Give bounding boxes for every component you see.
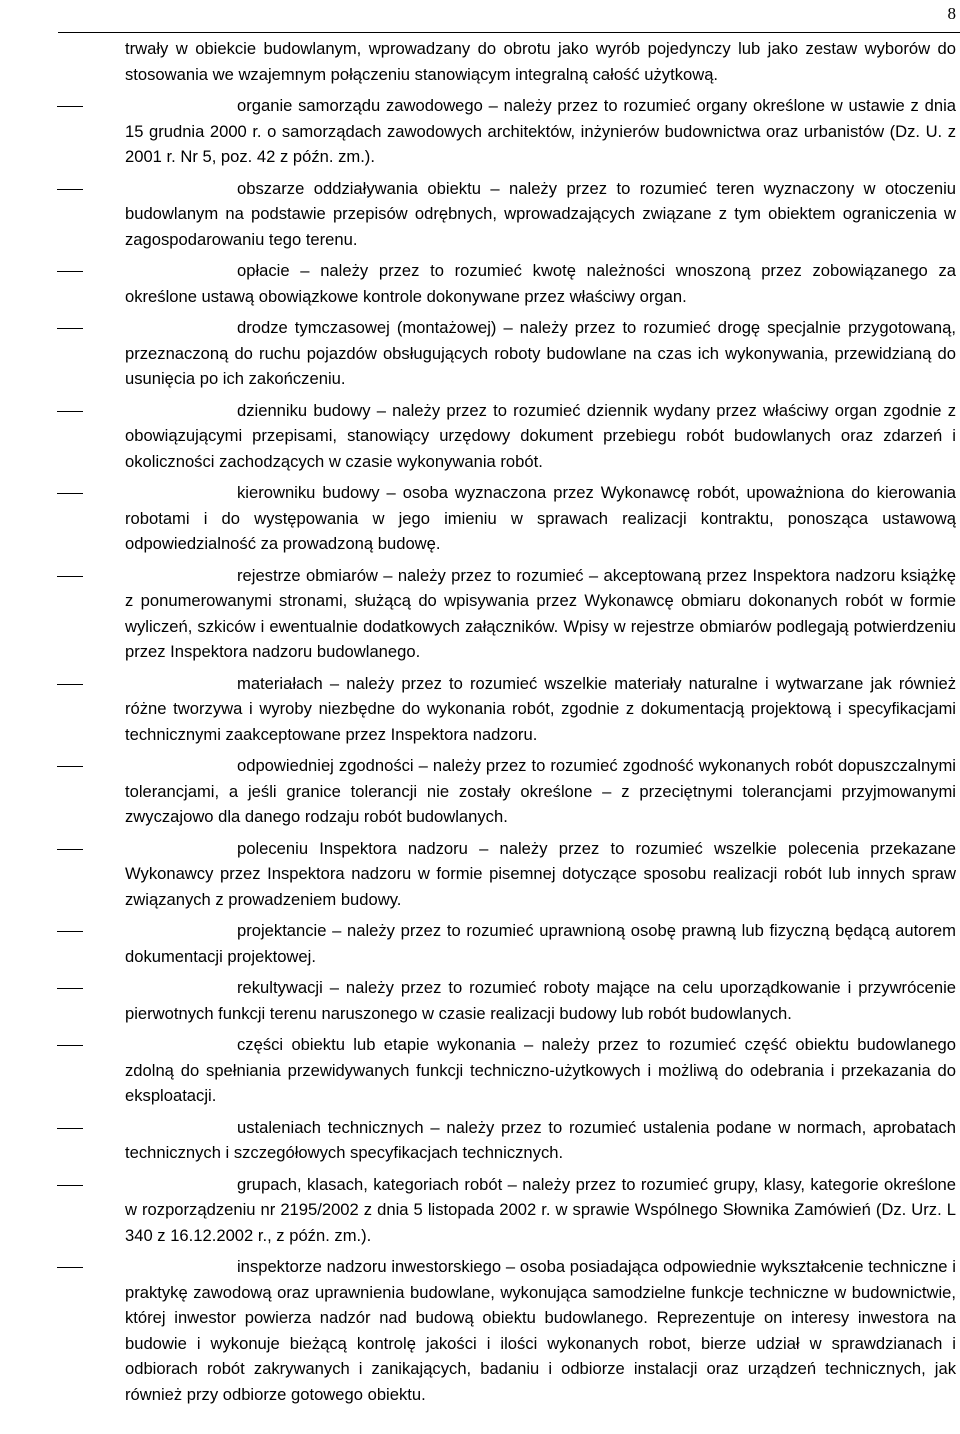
list-dash-marker: [57, 328, 83, 329]
definition-term: odpowiedniej zgodności: [237, 756, 414, 775]
definition-item: [0, 918, 960, 969]
definition-text: – osoba wyznaczona przez Wykonawcę robót, upoważniona do kierowania robotami i do występowania w jego imieniu w sprawach realizacji kontraktu, ponosząca ustawową odpowiedzialność za prowadzoną budowę.: [125, 483, 956, 553]
definition-item: [0, 671, 960, 748]
definition-term: inspektorze nadzoru inwestorskiego: [237, 1257, 502, 1276]
definition-term: projektancie: [237, 921, 327, 940]
definition-term: grupach, klasach, kategoriach robót: [237, 1174, 503, 1194]
definition-item: [0, 1172, 960, 1249]
definition-item: [0, 753, 960, 830]
definition-item: [0, 93, 960, 170]
definition-term: organie samorządu zawodowego: [237, 96, 483, 115]
definition-item: [0, 480, 960, 557]
definition-item: [0, 563, 960, 665]
definition-term: rejestrze obmiarów: [237, 565, 378, 585]
list-dash-marker: [57, 189, 83, 190]
definition-item: [0, 975, 960, 1026]
definition-text: – należy przez to rozumieć roboty mające na celu uporządkowanie i przywrócenie pierwotnych funkcji terenu naruszonego w czasie realizacji budowy lub robót budowlanych.: [125, 978, 956, 1023]
document-body: [0, 36, 960, 1413]
intro-text: trwały w obiekcie budowlanym, wprowadzany do obrotu jako wyrób pojedynczy lub jako zestaw wyborów do stosowania we wzajemnym połączeniu stanowiącym integralną całość użytkową.: [125, 39, 956, 84]
definition-text: – należy przez to rozumieć – akceptowaną przez Inspektora nadzoru książkę z ponumerowanymi stronami, służącą do wpisywania przez Wykonawcę obmiaru dokonanych robót w formie wyliczeń, szkiców i ewentualnie dodatkowych załączników. Wpisy w rejestrze obmiarów podlegają potwierdzeniu przez Inspektora nadzoru budowlanego.: [125, 565, 956, 661]
list-dash-marker: [57, 106, 83, 107]
definition-text: – należy przez to rozumieć teren wyznaczony w otoczeniu budowlanym na podstawie przepisów odrębnych, wprowadzających związane z tym obiektem ograniczenia w zagospodarowaniu tego terenu.: [125, 178, 956, 249]
definition-list: [0, 93, 960, 1407]
list-dash-marker: [57, 766, 83, 767]
list-dash-marker: [57, 1128, 83, 1129]
list-dash-marker: [57, 684, 83, 685]
page-header: [0, 0, 960, 34]
definition-text: – należy przez to rozumieć grupy, klasy, kategorie określone w rozporządzeniu nr 2195/2002 z dnia 5 listopada 2002 r. w sprawie Wspólnego Słownika Zamówień (Dz. Urz. L 340 z 16.12.2002 r., z późn. zm.).: [125, 1174, 956, 1245]
intro-paragraph: [0, 36, 960, 87]
definition-text: – osoba posiadająca odpowiednie wykształcenie techniczne i praktykę zawodową oraz uprawnienia budowlane, wykonująca samodzielne funkcje techniczne w budownictwie, której inwestor powierza nadzór nad budową obiektu budowlanego. Reprezentuje on interesy inwestora na budowie i wykonuje bieżącą kontrolę jakości i ilości wykonanych robot, bierze udział w sprawdzianach i odbiorach robót zakrywanych i zanikających, badaniu i odbiorze instalacji oraz urządzeń technicznych, jak również przy odbiorze gotowego obiektu.: [125, 1257, 956, 1404]
definition-term: opłacie: [237, 261, 290, 280]
definition-item: [0, 1254, 960, 1407]
list-dash-marker: [57, 849, 83, 850]
list-dash-marker: [57, 1045, 83, 1046]
list-dash-marker: [57, 931, 83, 932]
definition-item: [0, 1115, 960, 1166]
definition-item: [0, 836, 960, 913]
definition-item: [0, 176, 960, 253]
list-dash-marker: [57, 988, 83, 989]
definition-text: – należy przez to rozumieć organy określone w ustawie z dnia 15 grudnia 2000 r. o samorządach zawodowych architektów, inżynierów budownictwa oraz urbanistów (Dz. U. z 2001 r. Nr 5, poz. 42 z późn. zm.).: [125, 96, 956, 166]
definition-term: rekultywacji: [237, 978, 323, 997]
definition-term: części obiektu lub etapie wykonania: [237, 1035, 516, 1054]
header-rule: [58, 32, 960, 33]
definition-item: [0, 258, 960, 309]
definition-term: drodze tymczasowej (montażowej): [237, 318, 497, 337]
list-dash-marker: [57, 576, 83, 577]
list-dash-marker: [57, 411, 83, 412]
definition-text: – należy przez to rozumieć ustalenia podane w normach, aprobatach technicznych i szczegółowych specyfikacjach technicznych.: [125, 1117, 956, 1162]
definition-term: materiałach: [237, 673, 323, 693]
definition-term: ustaleniach technicznych: [237, 1117, 424, 1137]
definition-term: dzienniku budowy: [237, 400, 371, 420]
list-dash-marker: [57, 271, 83, 272]
definition-text: – należy przez to rozumieć część obiektu budowlanego zdolną do spełniania przewidywanych funkcji techniczno-użytkowych i możliwą do odebrania i przekazania do eksploatacji.: [125, 1035, 956, 1105]
definition-item: [0, 398, 960, 475]
definition-text: – należy przez to rozumieć zgodność wykonanych robót dopuszczalnymi tolerancjami, a jeśli granice tolerancji nie zostały określone – z przeciętnymi tolerancjami przyjmowanymi zwyczajowo dla danego rodzaju robót budowlanych.: [125, 756, 956, 826]
definition-term: poleceniu Inspektora nadzoru: [237, 838, 468, 858]
definition-text: – należy przez to rozumieć kwotę należności wnoszoną przez zobowiązanego za określone ustawą obowiązkowe kontrole dokonywane przez właściwy organ.: [125, 261, 956, 306]
list-dash-marker: [57, 1185, 83, 1186]
definition-text: – należy przez to rozumieć dziennik wydany przez właściwy organ zgodnie z obowiązującymi przepisami, stanowiący urzędowy dokument przebiegu robót budowlanych oraz zdarzeń i okoliczności zachodzących w czasie wykonywania robót.: [125, 400, 956, 471]
list-dash-marker: [57, 1267, 83, 1268]
definition-term: obszarze oddziaływania obiektu: [237, 178, 481, 198]
page-number: 8: [947, 4, 956, 23]
definition-term: kierowniku budowy: [237, 483, 380, 502]
definition-item: [0, 1032, 960, 1109]
definition-item: [0, 315, 960, 392]
definition-text: – należy przez to rozumieć uprawnioną osobę prawną lub fizyczną będącą autorem dokumentacji projektowej.: [125, 921, 956, 966]
definition-text: – należy przez to rozumieć wszelkie polecenia przekazane Wykonawcy przez Inspektora nadzoru w formie pisemnej dotyczące sposobu realizacji robót lub innych spraw związanych z prowadzeniem budowy.: [125, 838, 956, 909]
definition-text: – należy przez to rozumieć drogę specjalnie przygotowaną, przeznaczoną do ruchu pojazdów obsługujących roboty budowlane na czas ich wykonywania, przewidzianą do usunięcia po ich zakończeniu.: [125, 318, 956, 388]
list-dash-marker: [57, 493, 83, 494]
definition-text: – należy przez to rozumieć wszelkie materiały naturalne i wytwarzane jak również różne tworzywa i wyroby niezbędne do wykonania robót, zgodnie z dokumentacją projektową i specyfikacjami technicznymi zaakceptowane przez Inspektora nadzoru.: [125, 673, 956, 744]
